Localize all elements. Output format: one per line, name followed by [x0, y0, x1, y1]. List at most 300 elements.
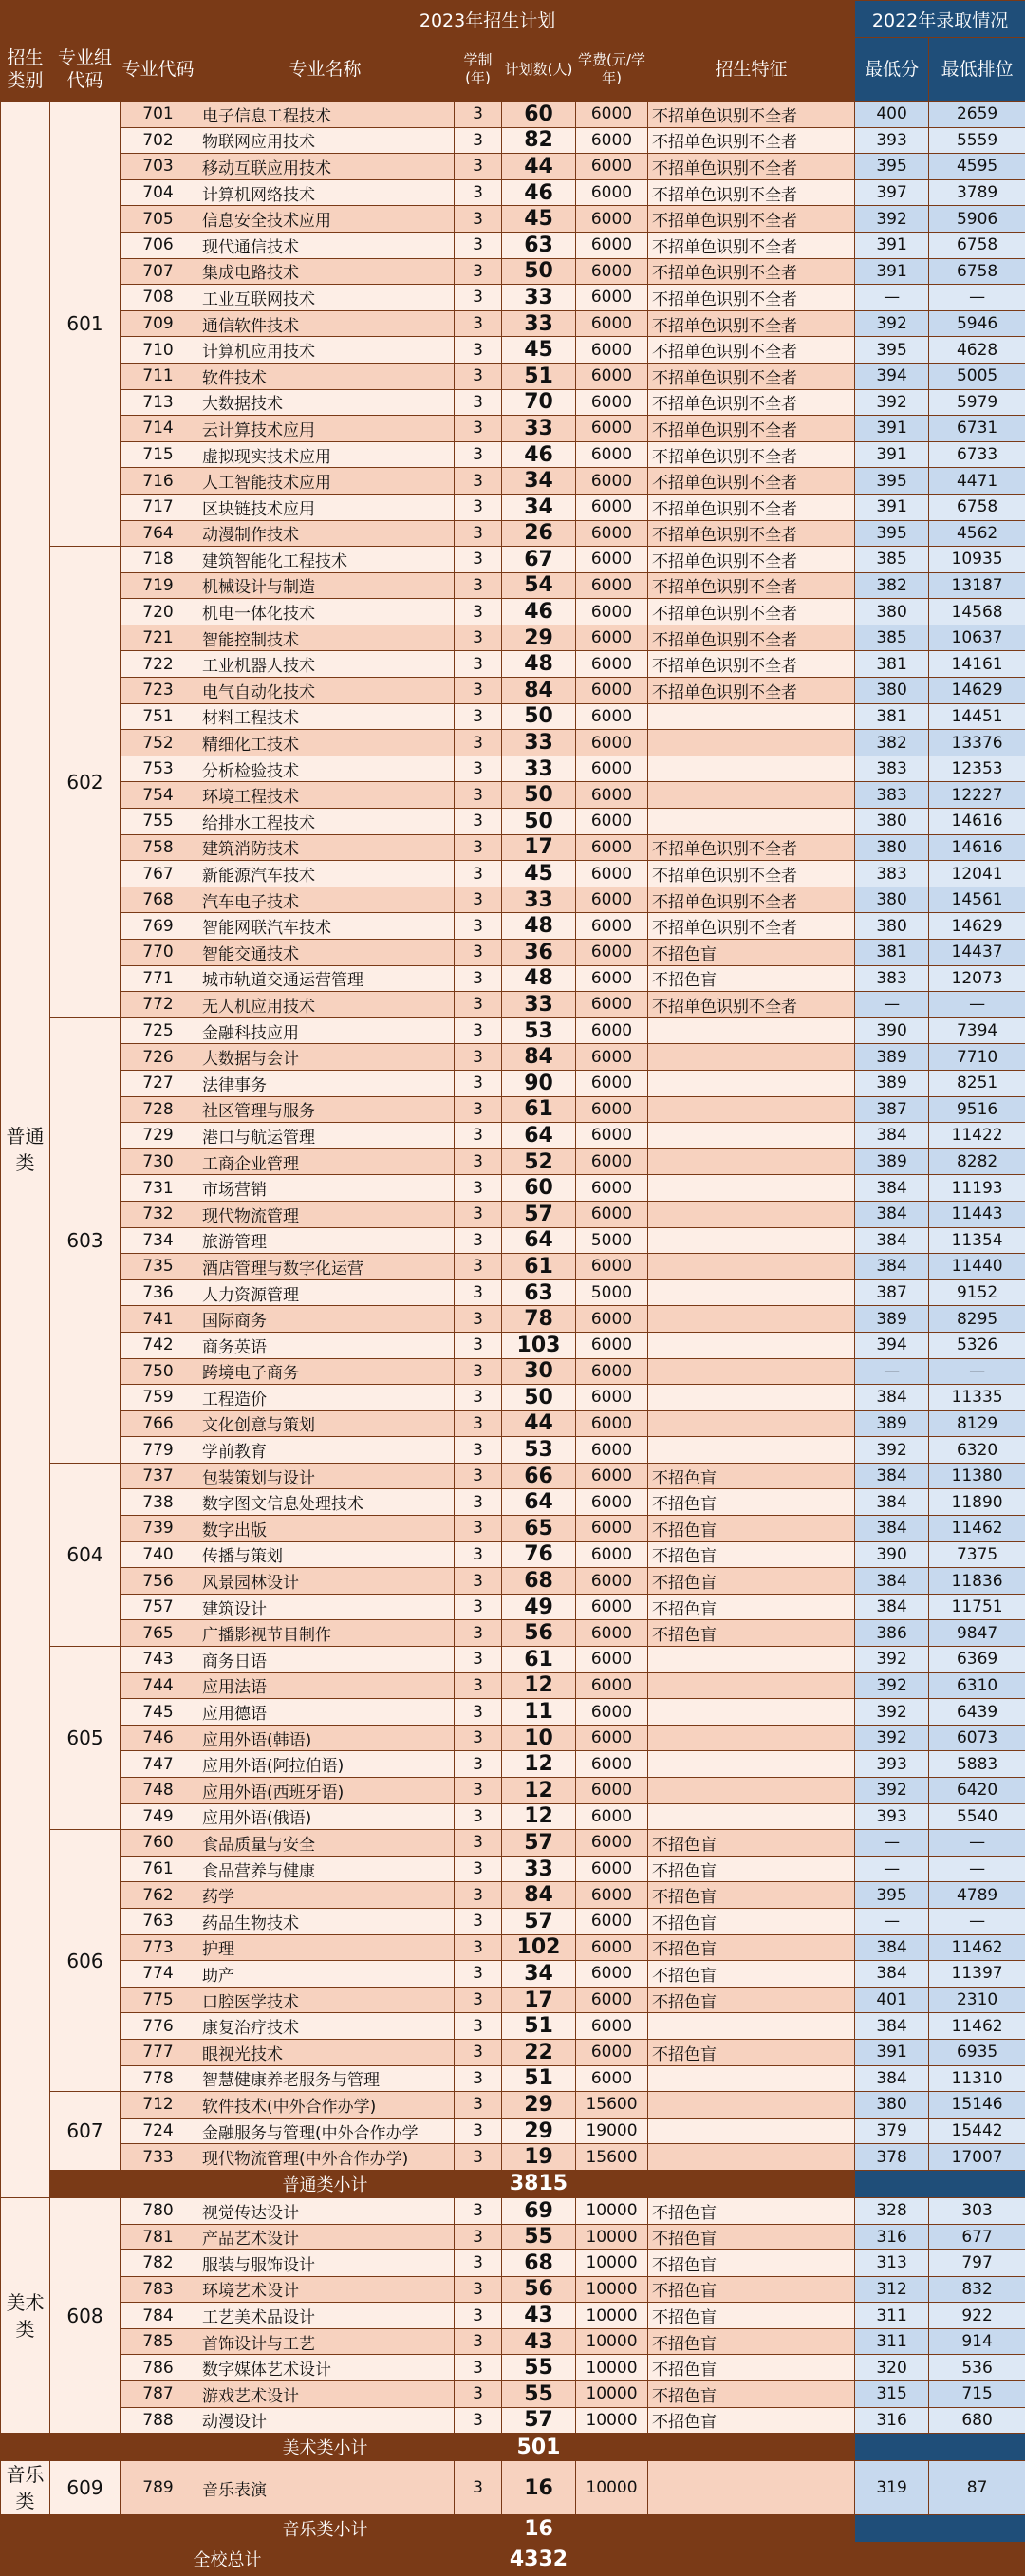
tuition: 6000: [576, 232, 648, 258]
major-code: 775: [121, 1987, 196, 2013]
major-name: 给排水工程技术: [196, 809, 455, 835]
min-rank: 11397: [929, 1961, 1025, 1988]
feature: [648, 2092, 855, 2119]
feature: 不招色盲: [648, 2328, 855, 2355]
min-score: 390: [855, 1017, 929, 1044]
table-row: [1, 1123, 1025, 1149]
min-rank: 17007: [929, 2144, 1025, 2171]
tuition: 6000: [576, 1437, 648, 1464]
major-name: 食品营养与健康: [196, 1856, 455, 1882]
col-code: 专业代码: [121, 38, 196, 102]
major-name: 大数据与会计: [196, 1044, 455, 1071]
min-score: 320: [855, 2355, 929, 2381]
table-row: [1, 1096, 1025, 1123]
col-category: 招生类别: [1, 38, 50, 102]
min-score: 382: [855, 730, 929, 756]
tuition: 6000: [576, 1908, 648, 1934]
plan-count: 17: [502, 834, 576, 861]
min-rank: 12041: [929, 861, 1025, 887]
years: 3: [455, 547, 502, 573]
feature: [648, 1358, 855, 1385]
major-code: 774: [121, 1961, 196, 1988]
years: 3: [455, 2065, 502, 2092]
major-code: 742: [121, 1332, 196, 1358]
major-code: 725: [121, 1017, 196, 1044]
tuition: 6000: [576, 1856, 648, 1882]
subtotal-row: [1, 2434, 1025, 2461]
plan-count: 12: [502, 1778, 576, 1804]
tuition: 6000: [576, 1803, 648, 1830]
years: 3: [455, 285, 502, 311]
min-score: 311: [855, 2303, 929, 2329]
years: 3: [455, 1254, 502, 1280]
tuition: 6000: [576, 1044, 648, 1071]
years: 3: [455, 861, 502, 887]
table-row: [1, 2303, 1025, 2329]
feature: 不招单色识别不全者: [648, 441, 855, 468]
tuition: 6000: [576, 1410, 648, 1437]
group-code: 602: [50, 547, 121, 1018]
min-rank: 5883: [929, 1751, 1025, 1778]
min-rank: 715: [929, 2381, 1025, 2408]
plan-count: 22: [502, 2039, 576, 2065]
plan-count: 45: [502, 206, 576, 233]
major-code: 719: [121, 572, 196, 599]
major-name: 计算机应用技术: [196, 337, 455, 364]
table-row: [1, 2250, 1025, 2277]
years: 3: [455, 1934, 502, 1961]
feature: [648, 1148, 855, 1175]
tuition: 10000: [576, 2250, 648, 2277]
tuition: 10000: [576, 2276, 648, 2303]
table-row: [1, 1489, 1025, 1516]
feature: [648, 1647, 855, 1673]
plan-count: 46: [502, 599, 576, 625]
min-score: 386: [855, 1620, 929, 1647]
major-code: 707: [121, 258, 196, 285]
major-code: 748: [121, 1778, 196, 1804]
plan-count: 48: [502, 651, 576, 678]
min-score: 389: [855, 1410, 929, 1437]
tuition: 10000: [576, 2303, 648, 2329]
major-code: 729: [121, 1123, 196, 1149]
major-name: 游戏艺术设计: [196, 2381, 455, 2408]
years: 3: [455, 1961, 502, 1988]
min-rank: 11462: [929, 1934, 1025, 1961]
years: 3: [455, 2039, 502, 2065]
min-rank: —: [929, 1830, 1025, 1857]
major-code: 703: [121, 154, 196, 180]
plan-count: 69: [502, 2197, 576, 2224]
table-row: [1, 887, 1025, 913]
major-code: 740: [121, 1541, 196, 1568]
plan-count: 29: [502, 2118, 576, 2144]
min-rank: 11422: [929, 1123, 1025, 1149]
major-name: 智慧健康养老服务与管理: [196, 2065, 455, 2092]
feature: 不招单色识别不全者: [648, 992, 855, 1018]
tuition: 6000: [576, 625, 648, 651]
plan-count: 33: [502, 992, 576, 1018]
total-row: [1, 2543, 1025, 2576]
table-row: [1, 940, 1025, 966]
min-score: 390: [855, 1541, 929, 1568]
table-row: [1, 102, 1025, 128]
table-row: [1, 703, 1025, 730]
table-row: [1, 416, 1025, 442]
plan-count: 50: [502, 809, 576, 835]
tuition: 6000: [576, 1201, 648, 1227]
feature: 不招色盲: [648, 1594, 855, 1620]
tuition: 6000: [576, 1987, 648, 2013]
major-code: 726: [121, 1044, 196, 1071]
table-row: [1, 1830, 1025, 1857]
tuition: 15600: [576, 2092, 648, 2119]
table-row: [1, 2065, 1025, 2092]
feature: [648, 1017, 855, 1044]
major-code: 731: [121, 1175, 196, 1202]
min-rank: 5559: [929, 127, 1025, 154]
table-row: [1, 179, 1025, 206]
min-rank: 536: [929, 2355, 1025, 2381]
tuition: 6000: [576, 1647, 648, 1673]
plan-count: 61: [502, 1254, 576, 1280]
plan-count: 51: [502, 363, 576, 389]
table-row: [1, 2328, 1025, 2355]
min-rank: 12353: [929, 756, 1025, 782]
feature: 不招单色识别不全者: [648, 179, 855, 206]
feature: [648, 1175, 855, 1202]
col-feature: 招生特征: [648, 38, 855, 102]
feature: 不招色盲: [648, 2250, 855, 2277]
major-name: 物联网应用技术: [196, 127, 455, 154]
major-name: 汽车电子技术: [196, 887, 455, 913]
table-row: [1, 1044, 1025, 1071]
tuition: 6000: [576, 1306, 648, 1333]
feature: [648, 2144, 855, 2171]
tuition: 5000: [576, 1227, 648, 1254]
plan-count: 64: [502, 1489, 576, 1516]
major-code: 781: [121, 2224, 196, 2250]
tuition: 6000: [576, 1882, 648, 1909]
plan-count: 43: [502, 2328, 576, 2355]
plan-count: 53: [502, 1437, 576, 1464]
tuition: 6000: [576, 703, 648, 730]
subtotal-label: 音乐类小计: [196, 2515, 455, 2543]
major-code: 753: [121, 756, 196, 782]
years: 3: [455, 232, 502, 258]
table-row: [1, 2144, 1025, 2171]
feature: 不招色盲: [648, 2381, 855, 2408]
feature: 不招单色识别不全者: [648, 232, 855, 258]
major-name: 护理: [196, 1934, 455, 1961]
feature: 不招单色识别不全者: [648, 206, 855, 233]
major-code: 749: [121, 1803, 196, 1830]
plan-count: 16: [502, 2461, 576, 2515]
major-code: 760: [121, 1830, 196, 1857]
col-years: 学制(年): [455, 38, 502, 102]
feature: [648, 1306, 855, 1333]
feature: 不招单色识别不全者: [648, 520, 855, 547]
total-spacer: [576, 2543, 1025, 2576]
major-name: 助产: [196, 1961, 455, 1988]
table-row: [1, 1279, 1025, 1306]
tuition: 6000: [576, 154, 648, 180]
min-score: 391: [855, 232, 929, 258]
major-name: 传播与策划: [196, 1541, 455, 1568]
feature: 不招色盲: [648, 2355, 855, 2381]
plan-count: 102: [502, 1934, 576, 1961]
major-name: 城市轨道交通运营管理: [196, 965, 455, 992]
major-name: 社区管理与服务: [196, 1096, 455, 1123]
table-row: [1, 1751, 1025, 1778]
min-rank: 11751: [929, 1594, 1025, 1620]
table-row: [1, 730, 1025, 756]
tuition: 15600: [576, 2144, 648, 2171]
years: 3: [455, 258, 502, 285]
tuition: 6000: [576, 1096, 648, 1123]
feature: 不招色盲: [648, 2276, 855, 2303]
major-name: 应用外语(俄语): [196, 1803, 455, 1830]
tuition: 6000: [576, 1830, 648, 1857]
min-score: 384: [855, 1568, 929, 1595]
major-code: 737: [121, 1463, 196, 1489]
major-code: 732: [121, 1201, 196, 1227]
feature: 不招色盲: [648, 1568, 855, 1595]
tuition: 6000: [576, 1725, 648, 1751]
table-row: [1, 310, 1025, 337]
tuition: 6000: [576, 1934, 648, 1961]
major-name: 商务日语: [196, 1647, 455, 1673]
min-score: 316: [855, 2407, 929, 2434]
plan-count: 64: [502, 1123, 576, 1149]
major-code: 776: [121, 2013, 196, 2040]
feature: 不招单色识别不全者: [648, 127, 855, 154]
min-score: 395: [855, 468, 929, 495]
min-score: 392: [855, 206, 929, 233]
subtotal-value: 501: [502, 2434, 576, 2461]
plan-count: 34: [502, 1961, 576, 1988]
major-name: 音乐表演: [196, 2461, 455, 2515]
feature: 不招单色识别不全者: [648, 102, 855, 128]
plan-count: 44: [502, 154, 576, 180]
major-code: 743: [121, 1647, 196, 1673]
min-rank: 87: [929, 2461, 1025, 2515]
min-score: 380: [855, 678, 929, 704]
plan-count: 12: [502, 1803, 576, 1830]
feature: 不招单色识别不全者: [648, 913, 855, 940]
feature: 不招色盲: [648, 1516, 855, 1542]
tuition: 6000: [576, 2065, 648, 2092]
major-name: 数字出版: [196, 1516, 455, 1542]
table-row: [1, 834, 1025, 861]
table-row: [1, 1410, 1025, 1437]
table-row: [1, 1699, 1025, 1726]
plan-count: 84: [502, 1882, 576, 1909]
major-name: 智能控制技术: [196, 625, 455, 651]
major-code: 741: [121, 1306, 196, 1333]
col-plan: 计划数(人): [502, 38, 576, 102]
feature: 不招色盲: [648, 940, 855, 966]
min-score: 391: [855, 2039, 929, 2065]
plan-count: 55: [502, 2355, 576, 2381]
min-score: 385: [855, 625, 929, 651]
years: 3: [455, 1987, 502, 2013]
plan-count: 29: [502, 2092, 576, 2119]
subtotal-value: 16: [502, 2515, 576, 2543]
major-name: 产品艺术设计: [196, 2224, 455, 2250]
plan-count: 68: [502, 1568, 576, 1595]
table-row: [1, 1778, 1025, 1804]
tuition: 6000: [576, 572, 648, 599]
feature: [648, 1070, 855, 1096]
major-code: 759: [121, 1385, 196, 1411]
major-name: 建筑智能化工程技术: [196, 547, 455, 573]
tuition: 6000: [576, 1699, 648, 1726]
major-name: 应用德语: [196, 1699, 455, 1726]
group-code: 609: [50, 2461, 121, 2515]
plan-count: 29: [502, 625, 576, 651]
years: 3: [455, 1856, 502, 1882]
tuition: 6000: [576, 1358, 648, 1385]
major-name: 机械设计与制造: [196, 572, 455, 599]
min-score: 381: [855, 651, 929, 678]
min-score: 379: [855, 2118, 929, 2144]
min-rank: 11462: [929, 1516, 1025, 1542]
feature: 不招单色识别不全者: [648, 389, 855, 416]
plan-count: 46: [502, 441, 576, 468]
tuition: 6000: [576, 809, 648, 835]
min-score: 391: [855, 416, 929, 442]
tuition: 10000: [576, 2355, 648, 2381]
years: 3: [455, 1175, 502, 1202]
tuition: 6000: [576, 258, 648, 285]
table-row: [1, 1175, 1025, 1202]
min-rank: 6310: [929, 1672, 1025, 1699]
major-name: 现代物流管理: [196, 1201, 455, 1227]
years: 3: [455, 992, 502, 1018]
plan-count: 54: [502, 572, 576, 599]
min-score: —: [855, 1908, 929, 1934]
years: 3: [455, 1882, 502, 1909]
tuition: 6000: [576, 965, 648, 992]
category-cell: 普通类: [1, 102, 50, 2198]
table-row: [1, 337, 1025, 364]
major-code: 730: [121, 1148, 196, 1175]
min-rank: 14437: [929, 940, 1025, 966]
feature: [648, 1096, 855, 1123]
table-row: [1, 2461, 1025, 2515]
group-code: 604: [50, 1463, 121, 1646]
min-rank: 11443: [929, 1201, 1025, 1227]
min-rank: —: [929, 285, 1025, 311]
plan-count: 11: [502, 1699, 576, 1726]
total-label: 全校总计: [1, 2543, 455, 2576]
min-score: 389: [855, 1148, 929, 1175]
plan-count: 57: [502, 1201, 576, 1227]
years: 3: [455, 2118, 502, 2144]
subtotal-label: 普通类小计: [196, 2170, 455, 2197]
major-code: 762: [121, 1882, 196, 1909]
min-rank: 8282: [929, 1148, 1025, 1175]
plan-count: 49: [502, 1594, 576, 1620]
min-rank: 14451: [929, 703, 1025, 730]
major-name: 金融服务与管理(中外合作办学: [196, 2118, 455, 2144]
table-row: [1, 1934, 1025, 1961]
table-row: [1, 258, 1025, 285]
min-score: 395: [855, 154, 929, 180]
tuition: 6000: [576, 756, 648, 782]
tuition: 6000: [576, 1961, 648, 1988]
major-code: 710: [121, 337, 196, 364]
min-rank: —: [929, 1908, 1025, 1934]
years: 3: [455, 730, 502, 756]
subtotal-spacer: [576, 2515, 855, 2543]
major-name: 人工智能技术应用: [196, 468, 455, 495]
min-score: 391: [855, 441, 929, 468]
years: 3: [455, 1908, 502, 1934]
major-name: 酒店管理与数字化运营: [196, 1254, 455, 1280]
table-row: [1, 651, 1025, 678]
plan-count: 33: [502, 285, 576, 311]
subtotal-spacer: [855, 2170, 1025, 2197]
plan-count: 67: [502, 547, 576, 573]
feature: [648, 1410, 855, 1437]
feature: 不招单色识别不全者: [648, 861, 855, 887]
min-rank: 11335: [929, 1385, 1025, 1411]
table-row: [1, 1148, 1025, 1175]
min-rank: 8295: [929, 1306, 1025, 1333]
table-row: [1, 625, 1025, 651]
min-score: 383: [855, 756, 929, 782]
min-rank: 5906: [929, 206, 1025, 233]
feature: [648, 809, 855, 835]
plan-count: 34: [502, 468, 576, 495]
major-name: 虚拟现实技术应用: [196, 441, 455, 468]
table-row: [1, 1803, 1025, 1830]
plan-count: 64: [502, 1227, 576, 1254]
years: 3: [455, 2407, 502, 2434]
min-score: 384: [855, 1516, 929, 1542]
major-code: 772: [121, 992, 196, 1018]
plan-title: 2023年招生计划: [121, 1, 855, 38]
major-code: 717: [121, 494, 196, 520]
min-score: 381: [855, 940, 929, 966]
subtotal-spacer: [855, 2434, 1025, 2461]
min-score: 392: [855, 1778, 929, 1804]
subtotal-spacer: [576, 2434, 855, 2461]
years: 3: [455, 809, 502, 835]
plan-count: 34: [502, 494, 576, 520]
table-row: [1, 2355, 1025, 2381]
tuition: 6000: [576, 1254, 648, 1280]
tuition: 6000: [576, 1594, 648, 1620]
feature: [648, 2118, 855, 2144]
years: 3: [455, 363, 502, 389]
feature: 不招色盲: [648, 1961, 855, 1988]
table-row: [1, 1568, 1025, 1595]
tuition: 6000: [576, 1385, 648, 1411]
tuition: 6000: [576, 416, 648, 442]
col-fee: 学费(元/学年): [576, 38, 648, 102]
min-rank: 11193: [929, 1175, 1025, 1202]
min-rank: 8251: [929, 1070, 1025, 1096]
years: 3: [455, 1070, 502, 1096]
tuition: 6000: [576, 1516, 648, 1542]
major-code: 789: [121, 2461, 196, 2515]
plan-count: 33: [502, 756, 576, 782]
major-name: 大数据技术: [196, 389, 455, 416]
feature: [648, 1332, 855, 1358]
